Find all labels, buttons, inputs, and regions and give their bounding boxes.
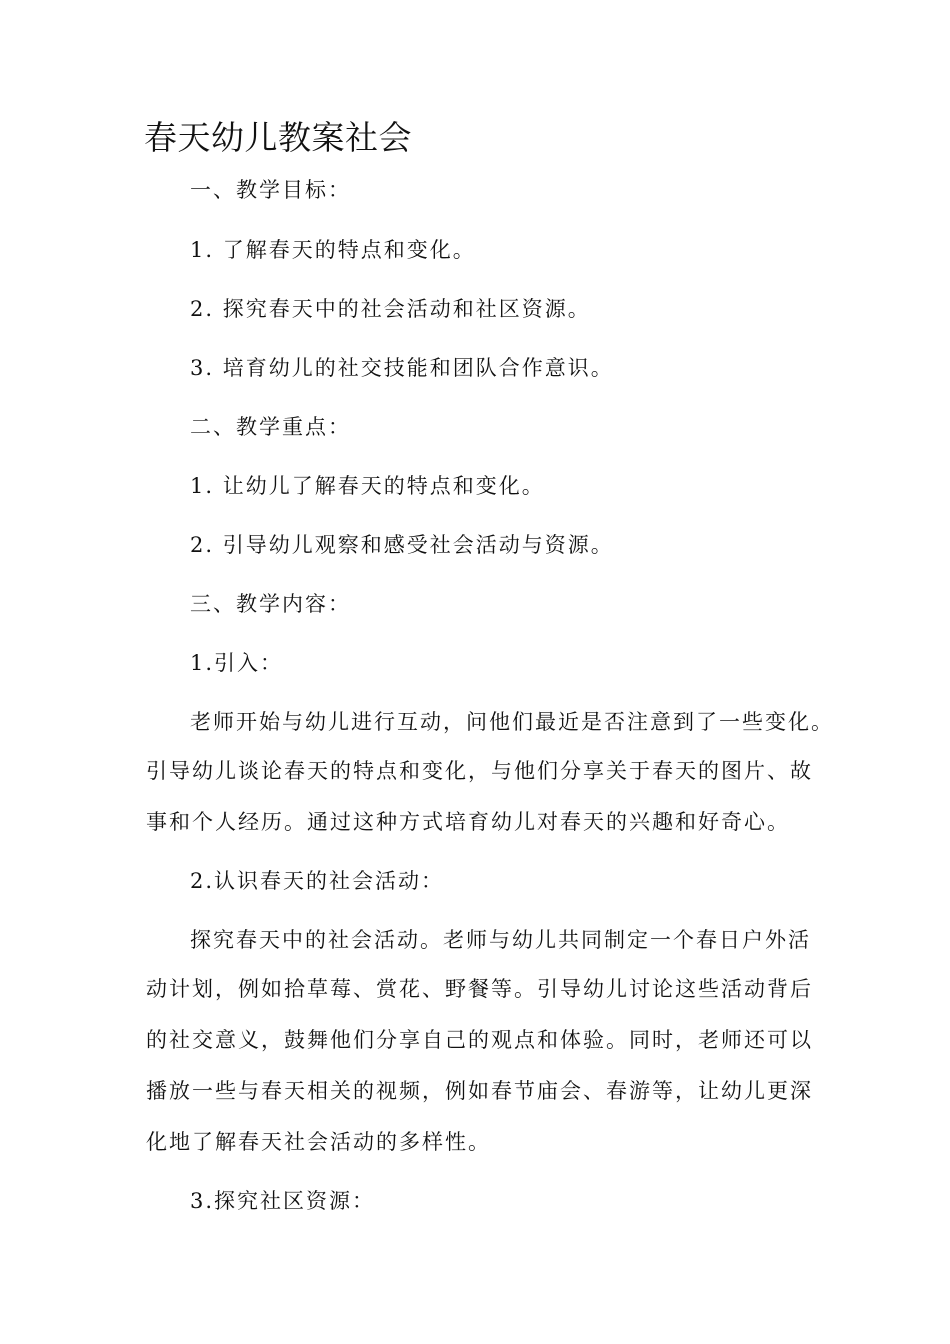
paragraph-line: 老师开始与幼儿进行互动，问他们最近是否注意到了一些变化。 <box>190 710 834 734</box>
objective-item-1: 1. 了解春天的特点和变化。 <box>190 238 476 262</box>
paragraph-line: 化地了解春天社会活动的多样性。 <box>146 1130 491 1154</box>
objective-item-2: 2. 探究春天中的社会活动和社区资源。 <box>190 297 591 321</box>
subsection-heading-community-resources: 3.探究社区资源： <box>190 1189 376 1213</box>
subsection-heading-social-activities: 2.认识春天的社会活动： <box>190 869 445 893</box>
paragraph-line: 动计划，例如拾草莓、赏花、野餐等。引导幼儿讨论这些活动背后 <box>146 977 813 1001</box>
objective-item-3: 3. 培育幼儿的社交技能和团队合作意识。 <box>190 356 614 380</box>
section-heading-key-points: 二、教学重点： <box>190 415 351 439</box>
key-point-item-2: 2. 引导幼儿观察和感受社会活动与资源。 <box>190 533 614 557</box>
paragraph-line: 探究春天中的社会活动。老师与幼儿共同制定一个春日户外活 <box>190 928 811 952</box>
subsection-heading-intro: 1.引入： <box>190 651 284 675</box>
paragraph-line: 事和个人经历。通过这种方式培育幼儿对春天的兴趣和好奇心。 <box>146 810 790 834</box>
section-heading-content: 三、教学内容： <box>190 592 351 616</box>
paragraph-line: 的社交意义，鼓舞他们分享自己的观点和体验。同时，老师还可以 <box>146 1028 813 1052</box>
section-heading-objectives: 一、教学目标： <box>190 178 351 202</box>
key-point-item-1: 1. 让幼儿了解春天的特点和变化。 <box>190 474 545 498</box>
document-title: 春天幼儿教案社会 <box>144 118 412 157</box>
paragraph-line: 播放一些与春天相关的视频，例如春节庙会、春游等，让幼儿更深 <box>146 1079 813 1103</box>
paragraph-line: 引导幼儿谈论春天的特点和变化，与他们分享关于春天的图片、故 <box>146 759 813 783</box>
